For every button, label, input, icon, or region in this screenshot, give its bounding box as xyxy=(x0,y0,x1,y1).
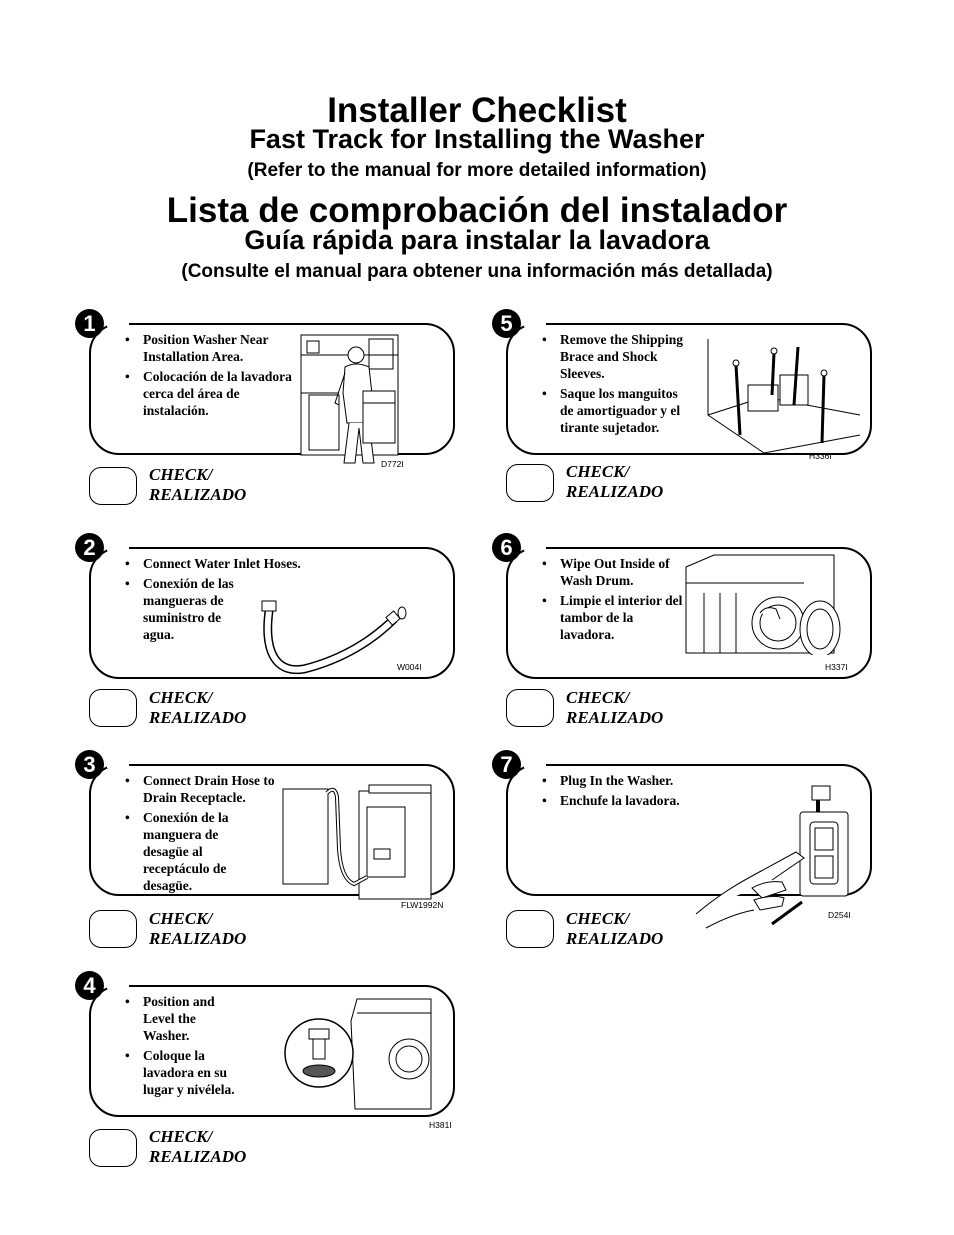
instruction-es: • Saque los manguitos de amortiguador y el tirante sujetador. xyxy=(542,385,685,436)
subtitle-es: Guía rápida para instalar la lavadora xyxy=(244,225,710,255)
washer-moving-illustration-icon xyxy=(299,333,411,473)
step-number-badge: 1 xyxy=(75,309,104,338)
check-box[interactable] xyxy=(89,467,137,505)
step-number-badge: 2 xyxy=(75,533,104,562)
step-instructions xyxy=(125,331,295,422)
check-label: CHECK/ REALIZADO xyxy=(149,688,247,727)
check-label: CHECK/ REALIZADO xyxy=(566,462,664,501)
step-number-badge: 5 xyxy=(492,309,521,338)
step-number-badge: 4 xyxy=(75,971,104,1000)
instruction-en: • Remove the Shipping Brace and Shock Sleeves. xyxy=(542,331,692,382)
check-label: CHECK/ REALIZADO xyxy=(149,1127,247,1166)
shipping-brace-illustration-icon xyxy=(704,335,864,460)
step-2 xyxy=(83,535,469,737)
step-3 xyxy=(83,752,469,954)
drain-hose-illustration-icon xyxy=(279,779,439,901)
check-label: CHECK/ REALIZADO xyxy=(566,909,664,948)
instruction-en: • Position Washer Near Installation Area. xyxy=(125,331,295,365)
instruction-en: • Connect Drain Hose to Drain Receptacle. xyxy=(125,772,275,806)
figure-code: H381I xyxy=(429,1120,452,1130)
figure-code: W004I xyxy=(397,662,422,672)
title-en: Installer Checklist xyxy=(327,91,627,130)
instruction-en: • Connect Water Inlet Hoses. xyxy=(125,555,355,572)
instruction-es: • Colocación de la lavadora cerca del área de instalación. xyxy=(125,368,295,419)
subtitle-en: Fast Track for Installing the Washer xyxy=(249,124,705,154)
figure-code: D772I xyxy=(381,459,404,469)
instruction-en: • Wipe Out Inside of Wash Drum. xyxy=(542,555,687,589)
step-instructions xyxy=(542,555,687,646)
instruction-en: • Position and Level the Washer. xyxy=(125,993,245,1044)
instruction-es: • Limpie el interior del tambor de la lavadora. xyxy=(542,592,685,643)
instruction-es: • Enchufe la lavadora. xyxy=(542,792,742,809)
step-number-badge: 7 xyxy=(492,750,521,779)
check-box[interactable] xyxy=(506,910,554,948)
figure-code: H337I xyxy=(825,662,848,672)
step-4 xyxy=(83,973,469,1175)
check-box[interactable] xyxy=(89,910,137,948)
check-box[interactable] xyxy=(506,689,554,727)
wash-drum-illustration-icon xyxy=(684,553,854,655)
step-1 xyxy=(83,311,469,513)
step-6 xyxy=(500,535,886,737)
check-box[interactable] xyxy=(89,689,137,727)
figure-code: H336I xyxy=(809,451,832,461)
instruction-es: • Coloque la lavadora en su lugar y nivélela. xyxy=(125,1047,245,1098)
check-label: CHECK/ REALIZADO xyxy=(149,909,247,948)
step-7 xyxy=(500,752,886,954)
step-5 xyxy=(500,311,886,513)
step-instructions xyxy=(125,772,275,897)
instruction-es: • Conexión de la manguera de desagüe al receptáculo de desagüe. xyxy=(125,809,253,894)
plug-outlet-illustration-icon xyxy=(692,784,862,930)
instruction-en: • Plug In the Washer. xyxy=(542,772,742,789)
note-en: (Refer to the manual for more detailed information) xyxy=(247,160,707,181)
step-number-badge: 6 xyxy=(492,533,521,562)
inlet-hose-illustration-icon xyxy=(254,599,414,679)
check-label: CHECK/ REALIZADO xyxy=(149,465,247,504)
step-number-badge: 3 xyxy=(75,750,104,779)
step-instructions xyxy=(542,331,692,439)
step-instructions xyxy=(125,993,245,1101)
check-box[interactable] xyxy=(506,464,554,502)
figure-code: D254I xyxy=(828,910,851,920)
note-es: (Consulte el manual para obtener una información más detallada) xyxy=(181,261,773,282)
leveling-foot-illustration-icon xyxy=(281,991,441,1119)
title-es: Lista de comprobación del instalador xyxy=(166,191,788,230)
figure-code: FLW1992N xyxy=(401,900,444,910)
check-label: CHECK/ REALIZADO xyxy=(566,688,664,727)
check-box[interactable] xyxy=(89,1129,137,1167)
instruction-es: • Conexión de las mangueras de suministro de agua. xyxy=(125,575,253,643)
